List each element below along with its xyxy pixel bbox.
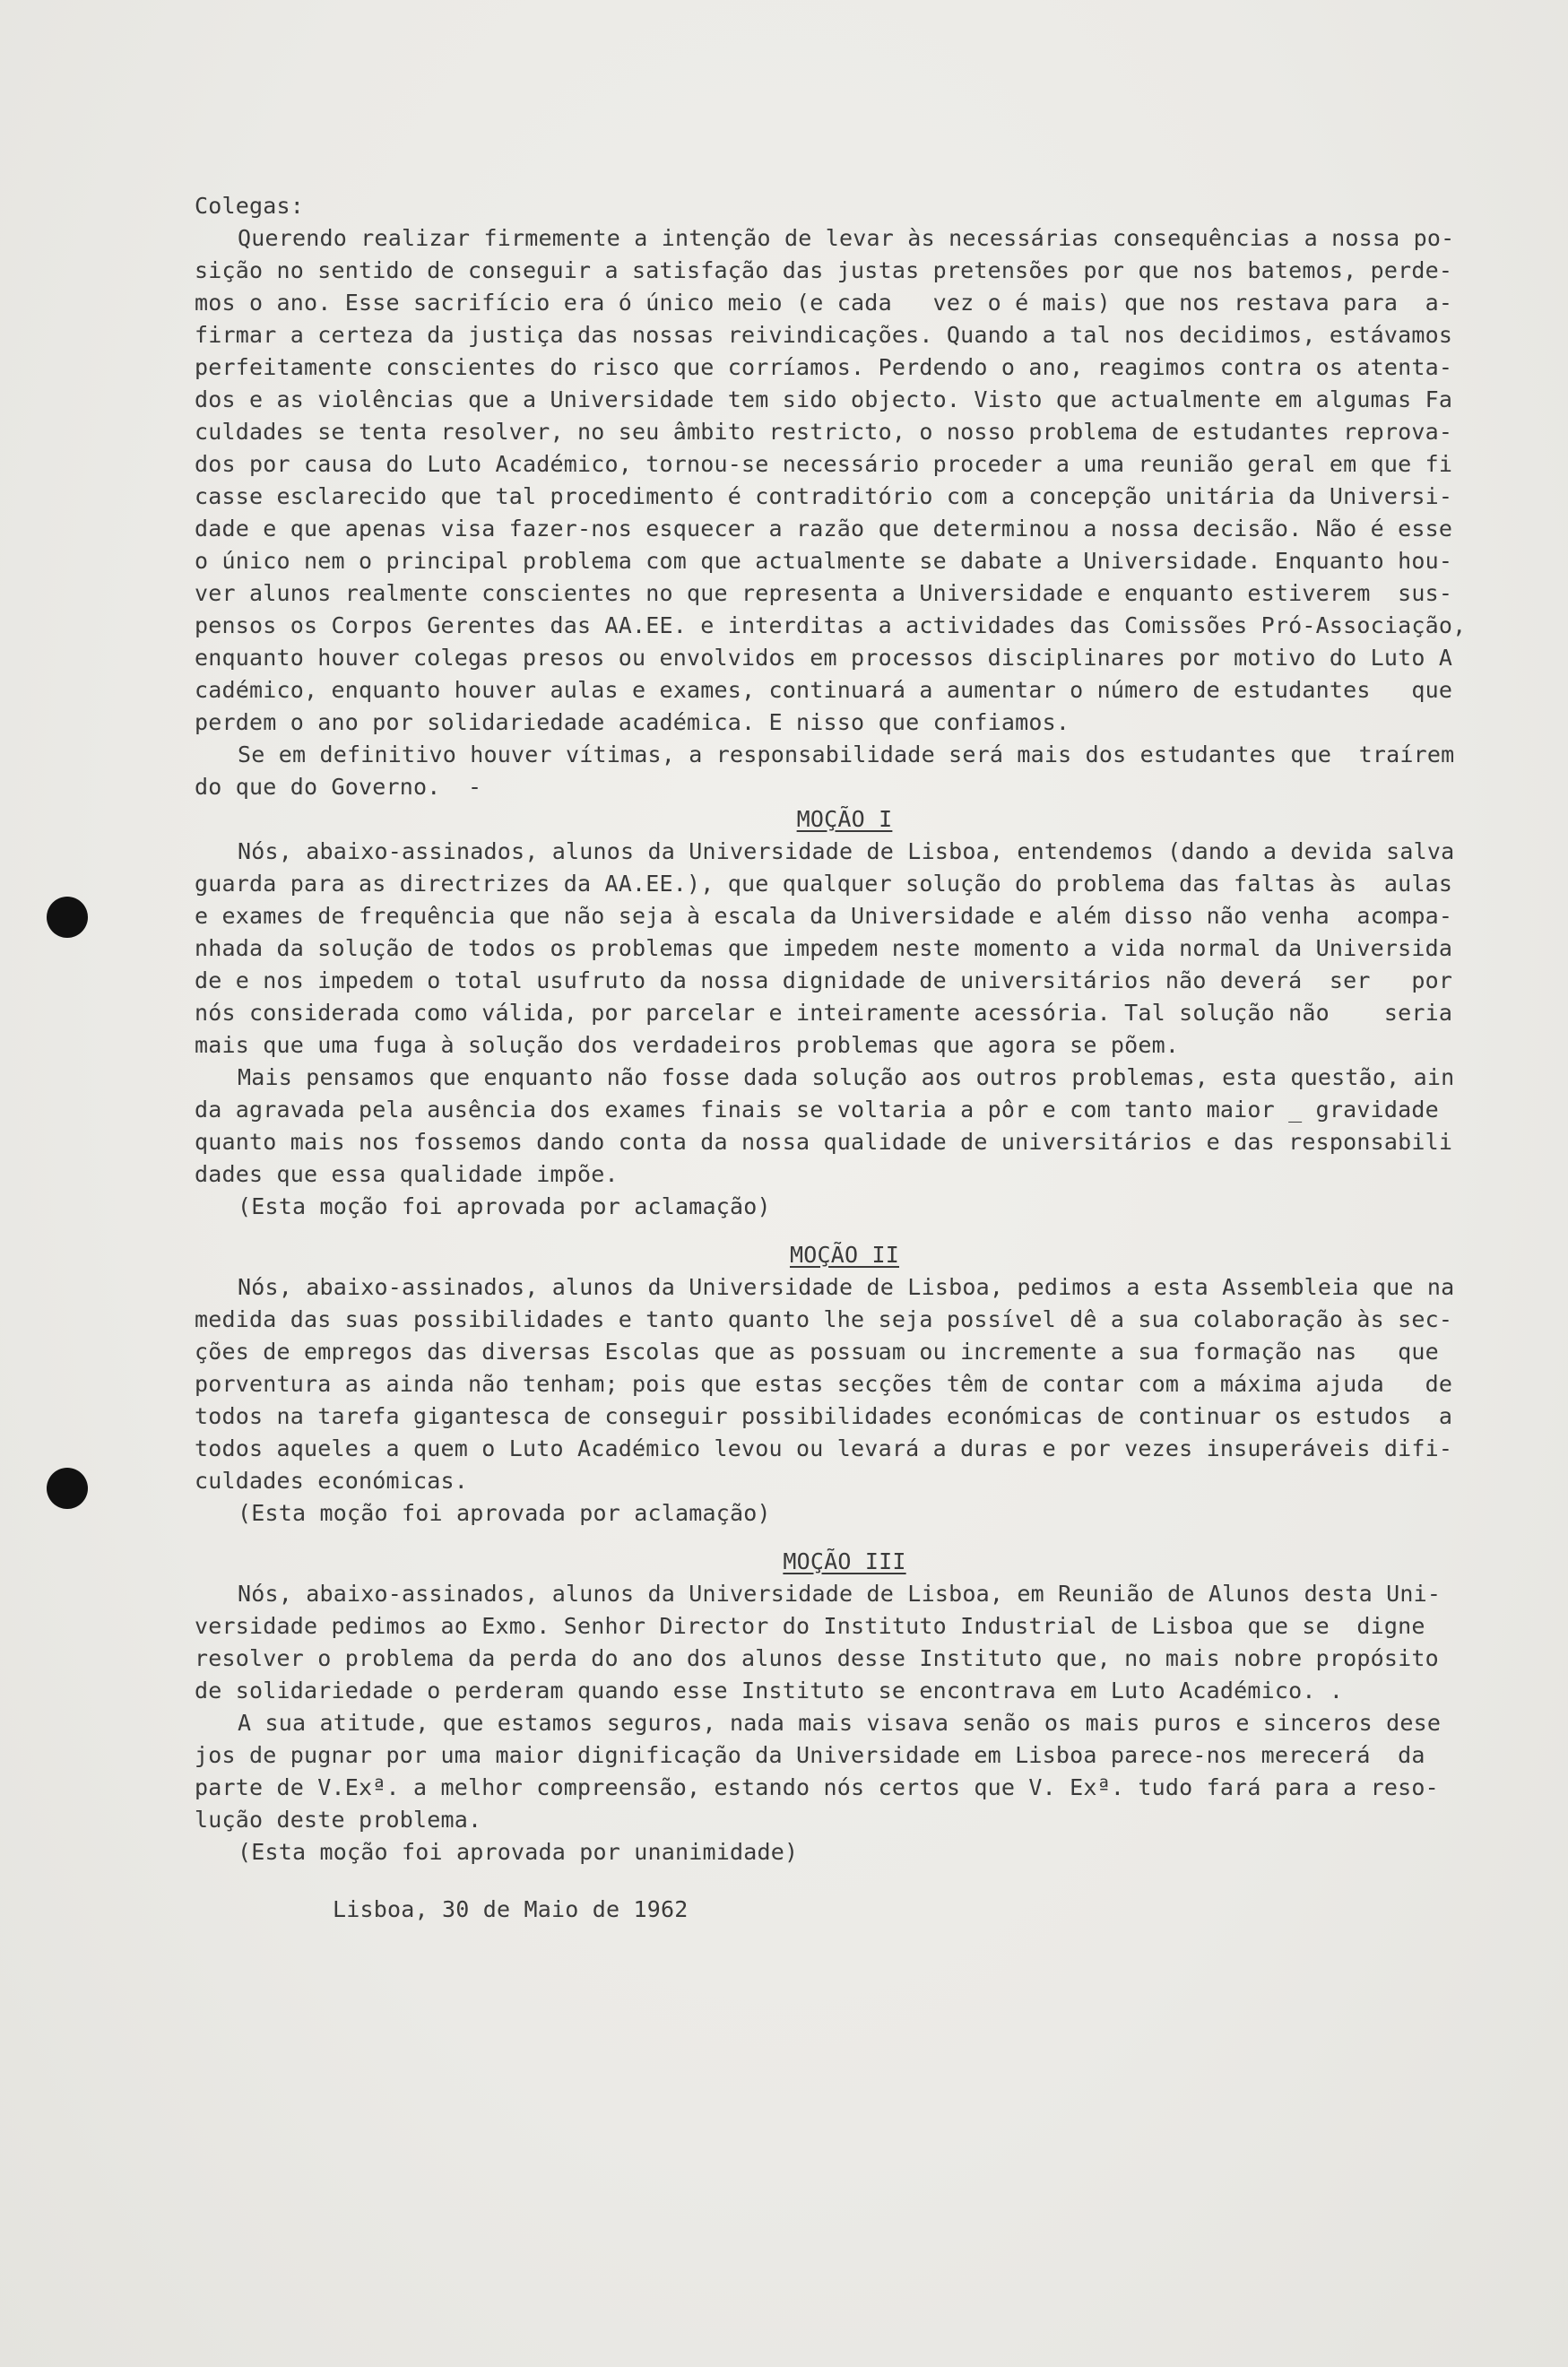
text-line: casse esclarecido que tal procedimento é contraditório com a concepção unitária da Universi- [195,483,1453,509]
text-line: perfeitamente conscientes do risco que corríamos. Perdendo o ano, reagimos contra os atenta- [195,354,1453,380]
text-line: todos na tarefa gigantesca de conseguir possibilidades económicas de continuar os estudos a [195,1403,1453,1429]
motion-heading: MOÇÃO III [783,1548,906,1574]
text-line: quanto mais nos fossemos dando conta da nossa qualidade de universitários e das responsabili [195,1129,1453,1155]
text-line: nhada da solução de todos os problemas que impedem neste momento a vida normal da Universida [195,935,1453,961]
text-line: de solidariedade o perderam quando esse Instituto se encontrava em Luto Académico. . [195,1678,1344,1704]
text-line: dades que essa qualidade impõe. [195,1161,619,1187]
text-line: o único nem o principal problema com que actualmente se dabate a Universidade. Enquanto hou- [195,548,1453,574]
motion-heading: MOÇÃO I [796,806,893,832]
text-line: cadémico, enquanto houver aulas e exames, continuará a aumentar o número de estudantes que [195,677,1453,703]
text-line: Nós, abaixo-assinados, alunos da Universidade de Lisboa, entendemos (dando a devida salva [238,838,1455,864]
text-line: parte de V.Exª. a melhor compreensão, estando nós certos que V. Exª. tudo fará para a reso- [195,1774,1439,1800]
text-line: ver alunos realmente conscientes no que representa a Universidade e enquanto estiverem sus- [195,580,1453,606]
text-line: culdades económicas. [195,1468,469,1494]
text-line: lução deste problema. [195,1807,482,1833]
intro-paragraph-continued [195,255,1494,739]
text-line: ções de empregos das diversas Escolas que as possuam ou incremente a sua formação nas que [195,1339,1439,1365]
text-line: do que do Governo. - [195,774,482,800]
text-line: A sua atitude, que estamos seguros, nada mais visava senão os mais puros e sinceros dese [238,1710,1442,1736]
text-line: todos aqueles a quem o Luto Académico levou ou levará a duras e por vezes insuperáveis difi- [195,1435,1453,1461]
text-line: sição no sentido de conseguir a satisfação das justas pretensões por que nos batemos, perde- [195,257,1453,283]
text-line: Mais pensamos que enquanto não fosse dada solução aos outros problemas, esta questão, ain [238,1064,1455,1090]
punch-hole [47,1468,88,1509]
text-line: e exames de frequência que não seja à escala da Universidade e além disso não venha acompa- [195,903,1453,929]
text-line: resolver o problema da perda do ano dos alunos desse Instituto que, no mais nobre propósito [195,1645,1439,1671]
text-line: medida das suas possibilidades e tanto quanto lhe seja possível dê a sua colaboração às sec- [195,1306,1453,1332]
text-line: Se em definitivo houver vítimas, a responsabilidade será mais dos estudantes que traírem [238,741,1455,767]
text-line: firmar a certeza da justiça das nossas reivindicações. Quando a tal nos decidimos, estávamos [195,322,1453,348]
text-line: jos de pugnar por uma maior dignificação da Universidade em Lisboa parece-nos merecerá da [195,1742,1425,1768]
salutation: Colegas: [195,193,305,219]
motion-heading: MOÇÃO II [789,1242,899,1268]
motion-1 [195,803,1494,1223]
intro-paragraph [195,222,1494,255]
motion-2 [195,1239,1494,1530]
text-line: dos por causa do Luto Académico, tornou-se necessário proceder a uma reunião geral em que fi [195,451,1453,477]
text-line: da agravada pela ausência dos exames finais se voltaria a pôr e com tanto maior _ gravidade [195,1097,1439,1123]
intro-closing-paragraph [195,739,1494,803]
text-line: guarda para as directrizes da AA.EE.), que qualquer solução do problema das faltas às aulas [195,871,1453,897]
punch-hole [47,897,88,938]
text-line: versidade pedimos ao Exmo. Senhor Director do Instituto Industrial de Lisboa que se digne [195,1613,1425,1639]
text-line: Querendo realizar firmemente a intenção de levar às necessárias consequências a nossa po- [238,225,1455,251]
text-line: perdem o ano por solidariedade académica. E nisso que confiamos. [195,709,1070,735]
place-date-signature: Lisboa, 30 de Maio de 1962 [333,1896,689,1922]
text-line: de e nos impedem o total usufruto da nossa dignidade de universitários não deverá ser por [195,967,1453,993]
motion-3 [195,1546,1494,1868]
text-line: dade e que apenas visa fazer-nos esquecer a razão que determinou a nossa decisão. Não é esse [195,516,1453,542]
text-line: Nós, abaixo-assinados, alunos da Universidade de Lisboa, pedimos a esta Assembleia que na [238,1274,1455,1300]
text-line: porventura as ainda não tenham; pois que estas secções têm de contar com a máxima ajuda de [195,1371,1453,1397]
text-line: culdades se tenta resolver, no seu âmbito restricto, o nosso problema de estudantes reprova- [195,419,1453,445]
text-line: pensos os Corpos Gerentes das AA.EE. e interditas a actividades das Comissões Pró-Associação, [195,612,1467,638]
motion-result: (Esta moção foi aprovada por unanimidade) [238,1839,799,1865]
text-line: Nós, abaixo-assinados, alunos da Universidade de Lisboa, em Reunião de Alunos desta Uni- [238,1581,1442,1607]
text-line: mos o ano. Esse sacrifício era ó único meio (e cada vez o é mais) que nos restava para a- [195,290,1453,316]
text-line: dos e as violências que a Universidade tem sido objecto. Visto que actualmente em algumas Fa [195,386,1453,412]
text-line: enquanto houver colegas presos ou envolvidos em processos disciplinares por motivo do Luto A [195,645,1453,671]
motion-result: (Esta moção foi aprovada por aclamação) [238,1193,771,1219]
motion-result: (Esta moção foi aprovada por aclamação) [238,1500,771,1526]
text-line: nós considerada como válida, por parcelar e inteiramente acessória. Tal solução não seria [195,1000,1453,1026]
document-body [195,190,1494,1926]
text-line: mais que uma fuga à solução dos verdadeiros problemas que agora se põem. [195,1032,1180,1058]
